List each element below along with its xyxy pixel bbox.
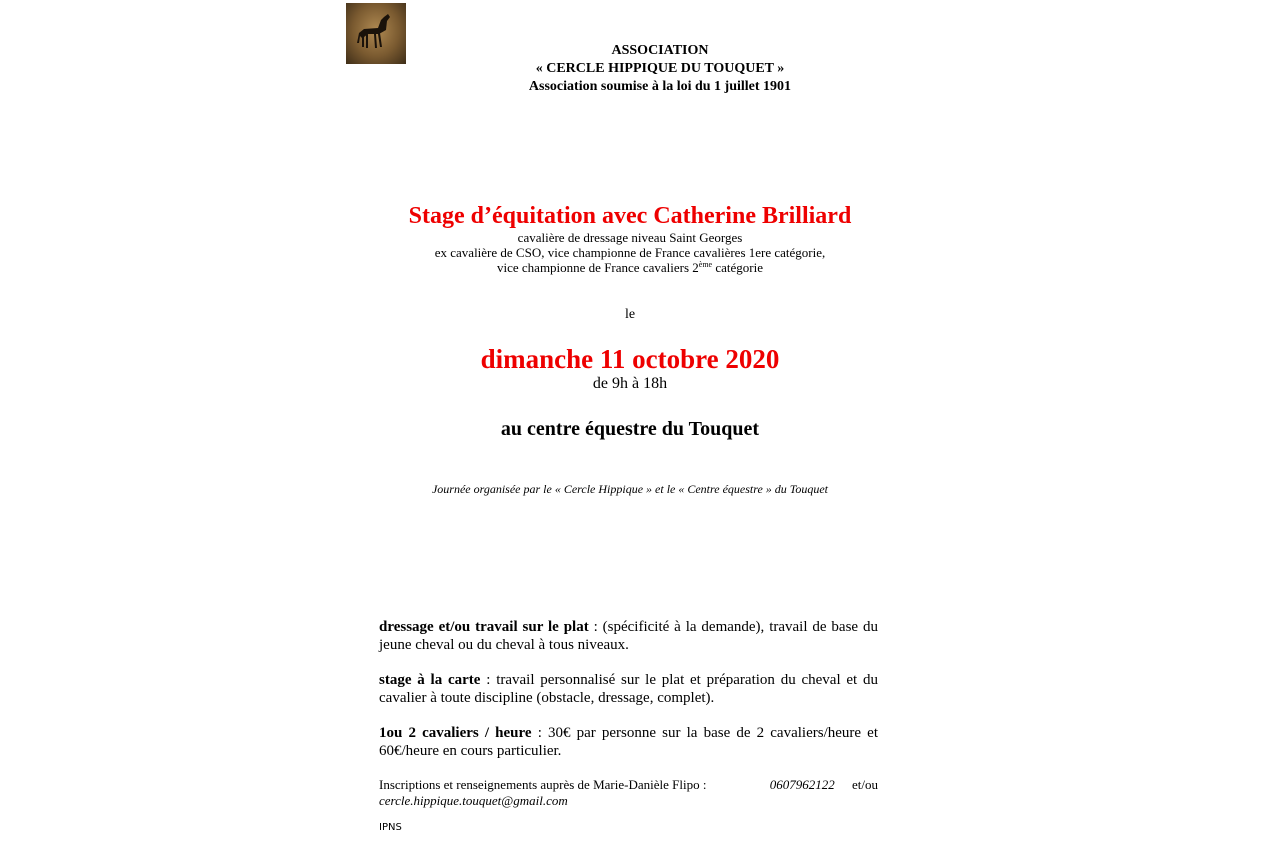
contact-intro: Inscriptions et renseignements auprès de Marie-Danièle Flipo : — [379, 777, 707, 792]
rider-bio-3 — [300, 260, 960, 275]
detail-dressage — [379, 618, 878, 654]
rider-bio-1: cavalière de dressage niveau Saint Georges — [517, 230, 743, 245]
detail-price — [379, 724, 878, 760]
detail-text: : travail personnalisé sur le plat et préparation du cheval et du cavalier à toute discipline (obstacle, dressage, complet). — [379, 672, 878, 706]
le-label: le — [624, 307, 636, 322]
event-title: Stage d’équitation avec Catherine Brilliard — [408, 203, 852, 229]
header-line-association: ASSOCIATION — [611, 43, 709, 58]
detail-term: stage à la carte — [379, 672, 481, 688]
organized-by: Journée organisée par le « Cercle Hippique » et le « Centre équestre » du Touquet — [431, 482, 829, 496]
header-line-name: « CERCLE HIPPIQUE DU TOUQUET » — [535, 61, 785, 76]
association-logo — [346, 3, 406, 64]
horse-icon — [346, 3, 406, 64]
detail-text: : 30€ par personne sur la base de 2 cavaliers/heure et 60€/heure en cours particulier. — [379, 725, 878, 759]
rider-bio-2: ex cavalière de CSO, vice championne de France cavalières 1ere catégorie, — [434, 245, 826, 260]
contact-phone[interactable]: 0607962122 — [769, 777, 835, 792]
contact-and: et/ou — [852, 777, 878, 792]
contact-line-1 — [379, 777, 878, 793]
detail-term: 1ou 2 cavaliers / heure — [379, 725, 532, 741]
detail-stage-carte — [379, 671, 878, 707]
event-block — [300, 202, 960, 275]
rider-bio-3-sup: ème — [698, 260, 713, 269]
ipns-mention: IPNS — [379, 822, 402, 833]
date-block — [300, 343, 960, 393]
rider-bio-3-pre: vice championne de France cavaliers 2 — [497, 260, 699, 275]
association-header — [460, 42, 860, 96]
event-date: dimanche 11 octobre 2020 — [480, 344, 780, 374]
rider-bio-3-post: catégorie — [712, 260, 763, 275]
detail-text: : (spécificité à la demande), travail de base du jeune cheval ou du cheval à tous niveaux. — [379, 619, 878, 653]
contact-email[interactable]: cercle.hippique.touquet@gmail.com — [379, 793, 568, 808]
header-line-law: Association soumise à la loi du 1 juillet 1901 — [528, 79, 792, 94]
contact-block — [379, 777, 878, 809]
detail-term: dressage et/ou travail sur le plat — [379, 619, 589, 635]
event-place: au centre équestre du Touquet — [500, 418, 760, 440]
event-hours: de 9h à 18h — [592, 375, 668, 392]
